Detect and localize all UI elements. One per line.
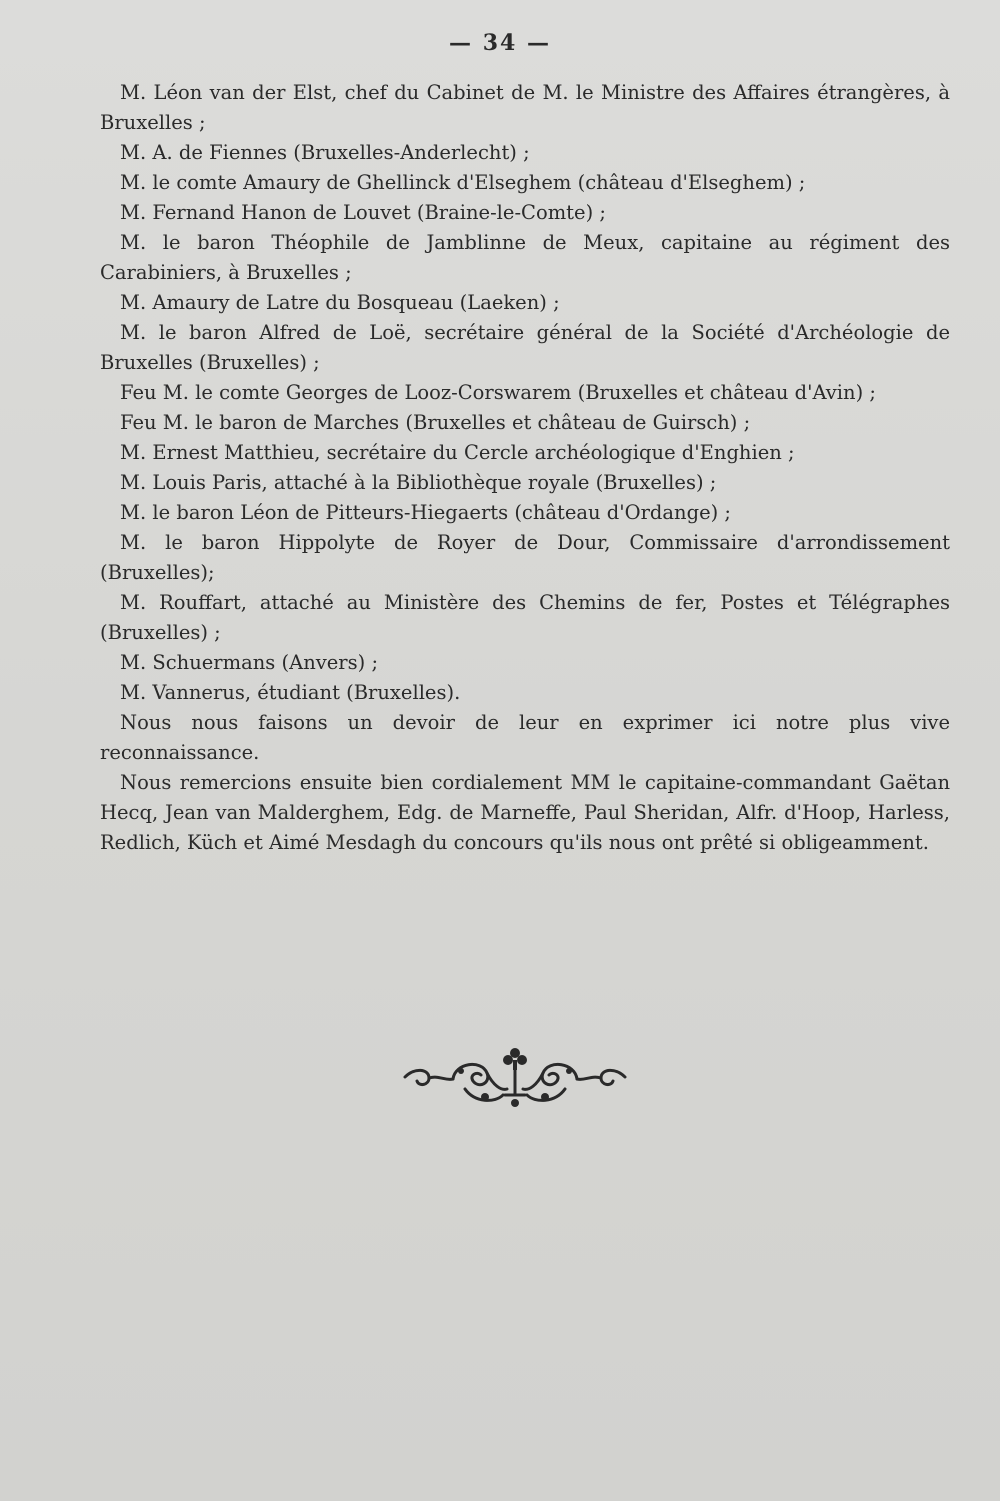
entry-paragraph: M. Schuermans (Anvers) ; bbox=[120, 651, 379, 674]
entry-paragraph: M. le baron Théophile de Jamblinne de Meux, capitaine au régiment des Carabiniers, à Bruxelles ; bbox=[100, 231, 950, 284]
entry-paragraph: M. Louis Paris, attaché à la Bibliothèque royale (Bruxelles) ; bbox=[120, 471, 717, 494]
page-number: — 34 — bbox=[449, 30, 551, 56]
fleuron-ornament-icon bbox=[395, 1045, 635, 1115]
entry-paragraph: Feu M. le baron de Marches (Bruxelles et château de Guirsch) ; bbox=[120, 411, 751, 434]
entry-paragraph: M. le comte Amaury de Ghellinck d'Elseghem (château d'Elseghem) ; bbox=[120, 171, 806, 194]
body-text bbox=[100, 78, 950, 858]
entry-paragraph: M. Rouffart, attaché au Ministère des Chemins de fer, Postes et Télégraphes (Bruxelles) ; bbox=[100, 591, 950, 644]
entry-paragraph: M. Fernand Hanon de Louvet (Braine-le-Comte) ; bbox=[120, 201, 606, 224]
entry-paragraph: M. Amaury de Latre du Bosqueau (Laeken) ; bbox=[120, 291, 560, 314]
entry-paragraph: M. Vannerus, étudiant (Bruxelles). bbox=[120, 681, 461, 704]
entry-paragraph: M. le baron Hippolyte de Royer de Dour, Commissaire d'arrondissement (Bruxelles); bbox=[100, 531, 950, 584]
entry-paragraph: M. le baron Léon de Pitteurs-Hiegaerts (château d'Ordange) ; bbox=[120, 501, 732, 524]
entry-paragraph: M. A. de Fiennes (Bruxelles-Anderlecht) ; bbox=[120, 141, 530, 164]
closing-paragraph: Nous nous faisons un devoir de leur en exprimer ici notre plus vive reconnaissance. bbox=[100, 711, 950, 764]
entry-paragraph: M. Ernest Matthieu, secrétaire du Cercle archéologique d'Enghien ; bbox=[120, 441, 795, 464]
entry-paragraph: Feu M. le comte Georges de Looz-Corswarem (Bruxelles et château d'Avin) ; bbox=[120, 381, 876, 404]
closing-paragraph: Nous remercions ensuite bien cordialement MM le capitaine-commandant Gaëtan Hecq, Jean van Malderghem, Edg. de Marneffe, Paul Sheridan, Alfr. d'Hoop, Harless, Redlich, Küch et Aimé Mesdagh du concours qu'ils nous ont prêté si obligeamment. bbox=[100, 771, 950, 854]
entry-paragraph: M. le baron Alfred de Loë, secrétaire général de la Société d'Archéologie de Bruxelles (Bruxelles) ; bbox=[100, 321, 950, 374]
entry-paragraph: M. Léon van der Elst, chef du Cabinet de M. le Ministre des Affaires étrangères, à Bruxelles ; bbox=[100, 81, 950, 134]
